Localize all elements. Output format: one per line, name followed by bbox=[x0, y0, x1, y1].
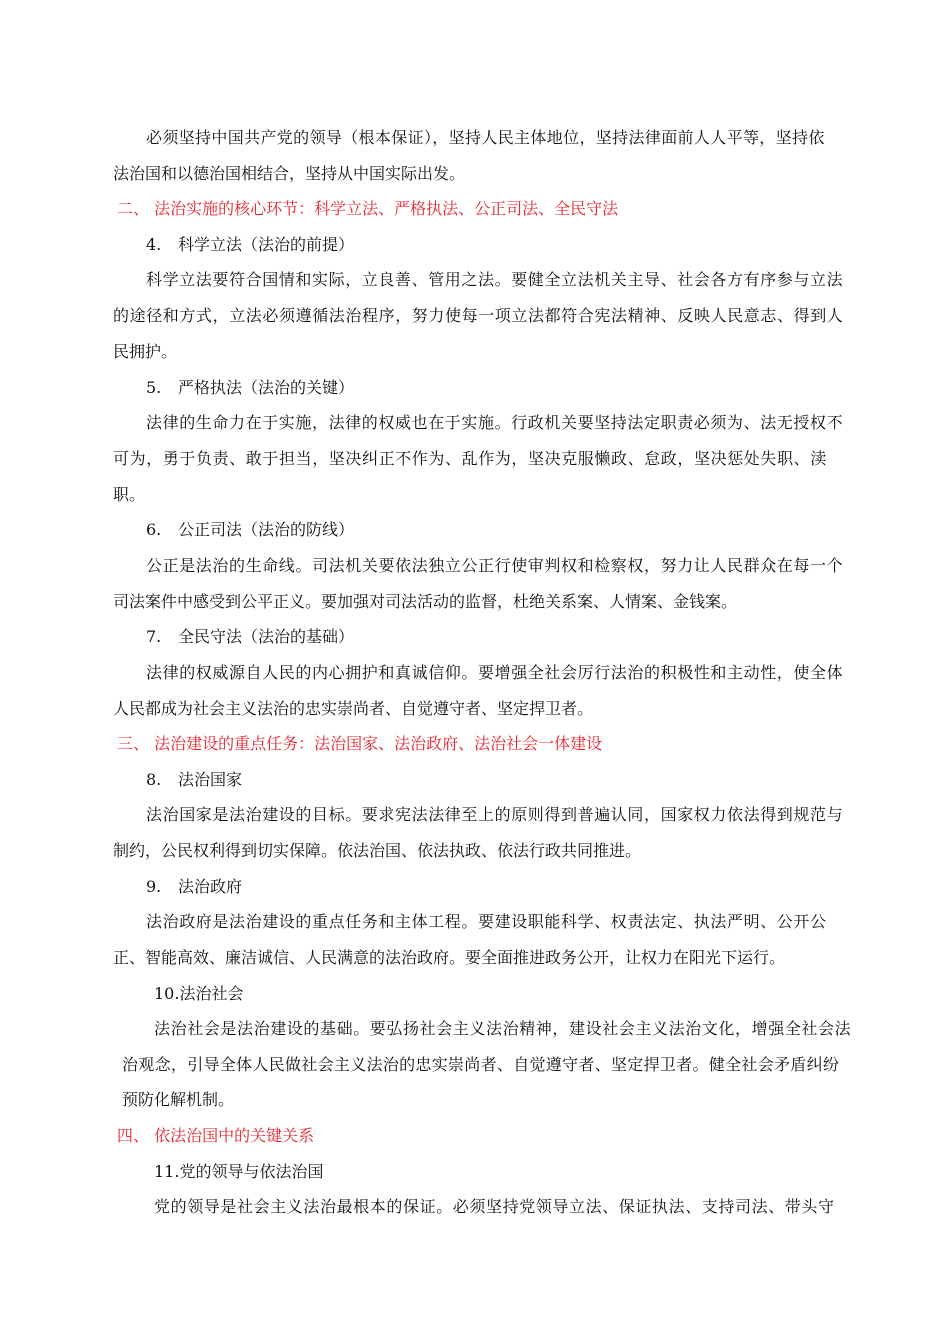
item-title: 严格执法（法治的关键） bbox=[178, 378, 355, 397]
item-heading-5 bbox=[146, 378, 354, 398]
paragraph-line: 科学立法要符合国情和实际，立良善、管用之法。要健全立法机关主导、社会各方有序参与立法 bbox=[146, 270, 844, 289]
item-number: 9. bbox=[146, 877, 162, 896]
paragraph-line: 法治政府是法治建设的重点任务和主体工程。要建设职能科学、权责法定、执法严明、公开公 bbox=[146, 912, 827, 931]
paragraph-line: 公正是法治的生命线。司法机关要依法独立公正行使审判权和检察权，努力让人民群众在每一个 bbox=[146, 556, 844, 575]
item-heading-4 bbox=[146, 235, 354, 255]
paragraph-line: 法治国家是法治建设的目标。要求宪法法律至上的原则得到普遍认同，国家权力依法得到规范与 bbox=[146, 805, 844, 824]
item-number: 7. bbox=[146, 627, 162, 646]
paragraph-line: 法律的权威源自人民的内心拥护和真诚信仰。要增强全社会厉行法治的积极性和主动性，使全体 bbox=[146, 663, 844, 682]
item-number: 5. bbox=[146, 378, 162, 397]
item-number: 8. bbox=[146, 770, 162, 789]
paragraph-line: 党的领导是社会主义法治最根本的保证。必须坚持党领导立法、保证执法、支持司法、带头守 bbox=[154, 1197, 835, 1216]
item-heading-11 bbox=[154, 1162, 323, 1182]
paragraph-line: 法治社会是法治建设的基础。要弘扬社会主义法治精神，建设社会主义法治文化，增强全社会法 bbox=[154, 1019, 852, 1038]
item-heading-10 bbox=[154, 984, 243, 1004]
paragraph-line: 民拥护。 bbox=[113, 342, 178, 361]
item-heading-9 bbox=[146, 877, 242, 897]
section-heading-4: 四、 依法治国中的关键关系 bbox=[117, 1126, 315, 1145]
paragraph-line: 正、智能高效、廉洁诚信、人民满意的法治政府。要全面推进政务公开，让权力在阳光下运行。 bbox=[113, 948, 786, 967]
paragraph-line: 司法案件中感受到公平正义。要加强对司法活动的监督，杜绝关系案、人情案、金钱案。 bbox=[113, 592, 738, 611]
item-title: 公正司法（法治的防线） bbox=[178, 520, 355, 539]
paragraph-line: 法律的生命力在于实施，法律的权威也在于实施。行政机关要坚持法定职责必须为、法无授权不 bbox=[146, 413, 844, 432]
section-heading-3: 三、 法治建设的重点任务：法治国家、法治政府、法治社会一体建设 bbox=[117, 734, 603, 753]
intro-line-1: 必须坚持中国共产党的领导（根本保证），坚持人民主体地位，坚持法律面前人人平等，坚持依 bbox=[146, 128, 825, 147]
item-number: 11. bbox=[154, 1162, 180, 1181]
item-heading-7 bbox=[146, 627, 354, 647]
section-heading-2: 二、 法治实施的核心环节：科学立法、严格执法、公正司法、全民守法 bbox=[117, 199, 619, 218]
paragraph-line: 治观念，引导全体人民做社会主义法治的忠实崇尚者、自觉遵守者、坚定捍卫者。健全社会矛盾纠纷 bbox=[122, 1055, 840, 1074]
item-heading-6 bbox=[146, 520, 354, 540]
item-title: 法治社会 bbox=[179, 984, 244, 1003]
item-number: 6. bbox=[146, 520, 162, 539]
item-title: 法治国家 bbox=[178, 770, 243, 789]
item-number: 4. bbox=[146, 235, 162, 254]
paragraph-line: 职。 bbox=[113, 485, 146, 504]
item-title: 法治政府 bbox=[178, 877, 243, 896]
paragraph-line: 预防化解机制。 bbox=[122, 1090, 235, 1109]
item-title: 党的领导与依法治国 bbox=[179, 1162, 324, 1181]
paragraph-line: 可为，勇于负责、敢于担当，坚决纠正不作为、乱作为，坚决克服懒政、怠政，坚决惩处失职、渎 bbox=[113, 449, 827, 468]
item-title: 全民守法（法治的基础） bbox=[178, 627, 355, 646]
paragraph-line: 制约，公民权利得到切实保障。依法治国、依法执政、依法行政共同推进。 bbox=[113, 841, 642, 860]
item-heading-8 bbox=[146, 770, 242, 790]
paragraph-line: 人民都成为社会主义法治的忠实崇尚者、自觉遵守者、坚定捍卫者。 bbox=[113, 699, 594, 718]
intro-line-2: 法治国和以德治国相结合，坚持从中国实际出发。 bbox=[113, 164, 466, 183]
paragraph-line: 的途径和方式，立法必须遵循法治程序，努力使每一项立法都符合宪法精神、反映人民意志、得到人 bbox=[113, 306, 844, 325]
item-number: 10. bbox=[154, 984, 180, 1003]
item-title: 科学立法（法治的前提） bbox=[178, 235, 355, 254]
